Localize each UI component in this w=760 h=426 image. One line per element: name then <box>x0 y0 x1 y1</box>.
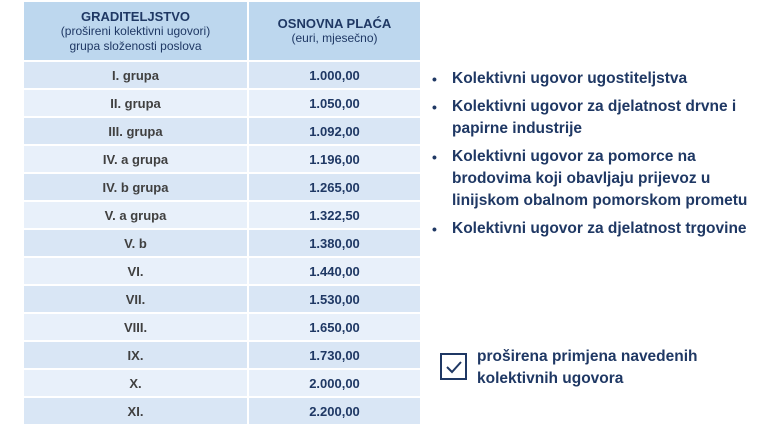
salary-cell: 1.440,00 <box>249 258 420 286</box>
bullet-icon: • <box>432 149 437 165</box>
header-group-title: GRADITELJSTVO <box>80 8 191 24</box>
checkbox-icon <box>440 353 467 380</box>
group-cell: V. a grupa <box>24 202 249 230</box>
bullet-icon: • <box>432 99 437 115</box>
list-item <box>430 218 750 240</box>
salary-cell: 1.322,50 <box>249 202 420 230</box>
salary-cell: 1.730,00 <box>249 342 420 370</box>
group-cell: IV. b grupa <box>24 174 249 202</box>
table-row <box>24 90 420 118</box>
group-cell: XI. <box>24 398 249 426</box>
header-group-column <box>24 2 249 62</box>
table-row <box>24 398 420 426</box>
salary-cell: 1.650,00 <box>249 314 420 342</box>
group-cell: III. grupa <box>24 118 249 146</box>
header-salary-title: OSNOVNA PLAĆA <box>277 16 392 31</box>
group-cell: II. grupa <box>24 90 249 118</box>
list-item <box>430 68 750 90</box>
table-row <box>24 370 420 398</box>
table-row <box>24 342 420 370</box>
list-item-text: Kolektivni ugovor za djelatnost drvne i papirne industrije <box>452 98 737 137</box>
table-body <box>24 62 420 426</box>
table-row <box>24 202 420 230</box>
group-cell: IX. <box>24 342 249 370</box>
group-cell: VI. <box>24 258 249 286</box>
group-cell: X. <box>24 370 249 398</box>
salary-cell: 1.196,00 <box>249 146 420 174</box>
salary-cell: 1.530,00 <box>249 286 420 314</box>
table-row <box>24 118 420 146</box>
agreements-list <box>430 68 750 246</box>
extension-note <box>440 346 737 390</box>
salary-cell: 1.265,00 <box>249 174 420 202</box>
table-row <box>24 146 420 174</box>
salary-cell: 1.380,00 <box>249 230 420 258</box>
group-cell: VIII. <box>24 314 249 342</box>
list-item <box>430 146 750 212</box>
bullet-icon: • <box>432 221 437 237</box>
header-salary-column <box>249 2 420 62</box>
salary-cell: 2.200,00 <box>249 398 420 426</box>
table-row <box>24 62 420 90</box>
salary-cell: 2.000,00 <box>249 370 420 398</box>
table-row <box>24 258 420 286</box>
table-row <box>24 230 420 258</box>
checkmark-icon <box>445 360 463 374</box>
table-header <box>24 2 420 62</box>
bullet-icon: • <box>432 71 437 87</box>
list-item-text: Kolektivni ugovor za djelatnost trgovine <box>452 220 747 237</box>
list-item-text: Kolektivni ugovor ugostiteljstva <box>452 70 688 87</box>
extension-note-text: proširena primjena navedenih kolektivnih ugovora <box>477 348 698 387</box>
group-cell: IV. a grupa <box>24 146 249 174</box>
table-row <box>24 314 420 342</box>
salary-cell: 1.092,00 <box>249 118 420 146</box>
salary-cell: 1.000,00 <box>249 62 420 90</box>
table-row <box>24 174 420 202</box>
header-group-sub2: grupa složenosti poslova <box>69 38 202 53</box>
list-item <box>430 96 750 140</box>
group-cell: V. b <box>24 230 249 258</box>
salary-cell: 1.050,00 <box>249 90 420 118</box>
salary-table <box>24 2 420 426</box>
header-salary-sub: (euri, mjesečno) <box>291 31 378 45</box>
header-group-sub1: (prošireni kolektivni ugovori) <box>60 23 211 38</box>
list-item-text: Kolektivni ugovor za pomorce na brodovima koji obavljaju prijevoz u linijskom obalnom pomorskom prometu <box>452 148 748 209</box>
table-row <box>24 286 420 314</box>
group-cell: VII. <box>24 286 249 314</box>
group-cell: I. grupa <box>24 62 249 90</box>
